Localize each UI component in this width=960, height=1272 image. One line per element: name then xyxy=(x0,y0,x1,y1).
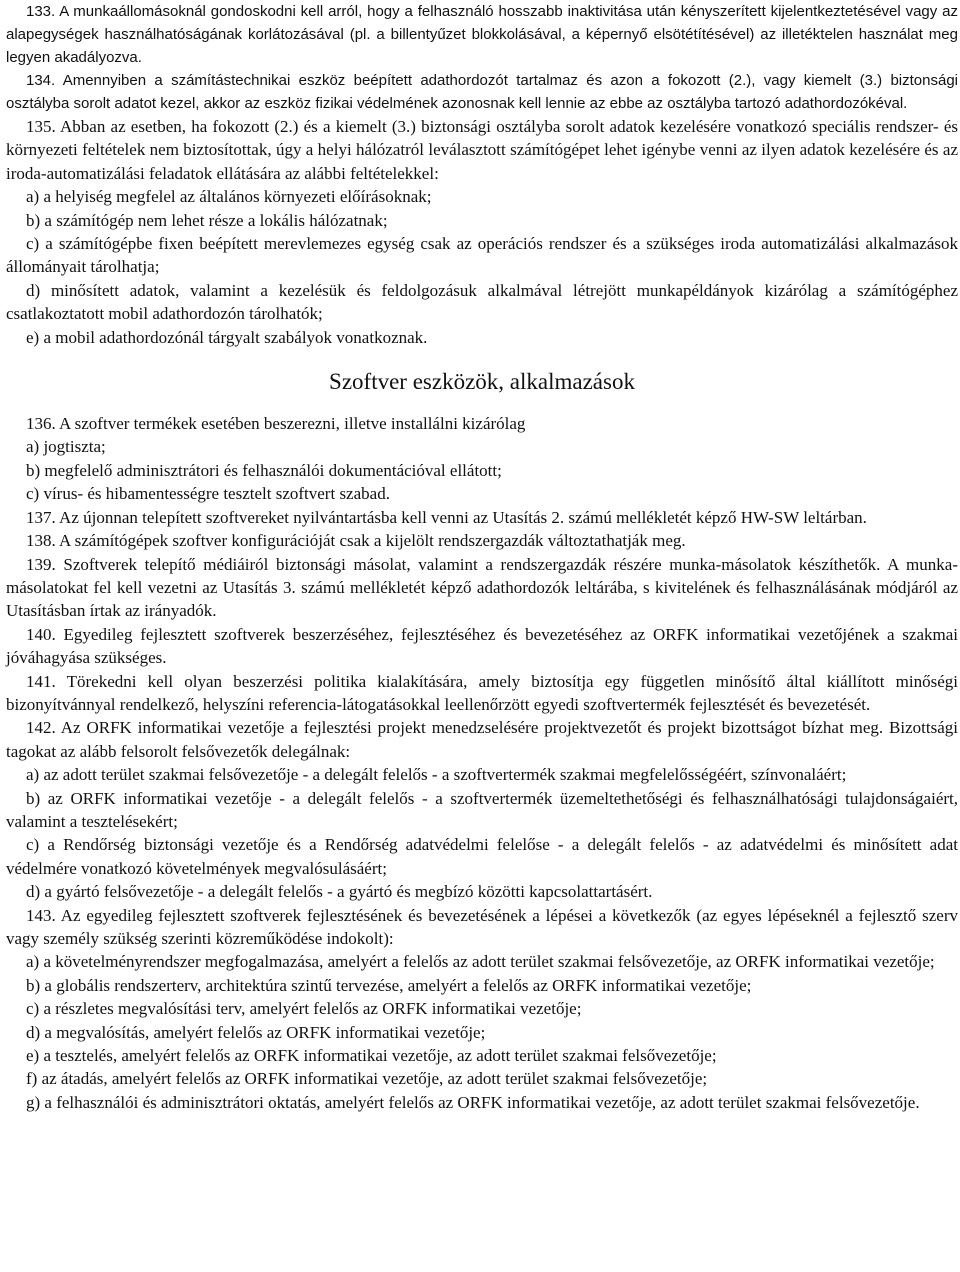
list-item-143-b: b) a globális rendszerterv, architektúra szintű tervezése, amelyért a felelős az ORFK informatikai vezetője; xyxy=(26,975,752,995)
paragraph-140: 140. Egyedileg fejlesztett szoftverek beszerzéséhez, fejlesztéséhez és bevezetéséhez az ORFK informatikai vezetőjének a szakmai jóváhagyása szükséges. xyxy=(6,624,958,668)
list-item-136-c: c) vírus- és hibamentességre tesztelt szoftvert szabad. xyxy=(26,484,390,504)
paragraph-138: 138. A számítógépek szoftver konfigurációját csak a kijelölt rendszergazdák változtathatják meg. xyxy=(26,531,686,551)
list-item-143-f: f) az átadás, amelyért felelős az ORFK informatikai vezetője, az adott terület szakmai felsővezetője; xyxy=(26,1069,708,1089)
list-item-135-e: e) a mobil adathordozónál tárgyalt szabályok vonatkoznak. xyxy=(26,327,428,347)
paragraph-143: 143. Az egyedileg fejlesztett szoftverek fejlesztésének és bevezetésének a lépései a következők (az egyes lépéseknél a fejlesztő szerv vagy személy szükség szerinti közreműködése indokolt): xyxy=(6,905,958,948)
paragraph-134: 134. Amennyiben a számítástechnikai eszköz beépített adathordozót tartalmaz és azon a fokozott (2.), vagy kiemelt (3.) biztonsági osztályba sorolt adatot kezel, akkor az eszköz fizikai védelmének azonosnak kell lennie az ebbe az osztályba tartozó adathordozókéval. xyxy=(6,72,958,112)
list-item-143-a: a) a követelményrendszer megfogalmazása, amelyért a felelős az adott terület szakmai felsővezetője, az ORFK informatikai vezetője; xyxy=(26,952,935,972)
list-item-135-c: c) a számítógépbe fixen beépített merevlemezes egység csak az operációs rendszer és a szükséges iroda automatizálási alkalmazások állományait tárolhatja; xyxy=(6,234,958,277)
paragraph-137: 137. Az újonnan telepített szoftvereket nyilvántartásba kell venni az Utasítás 2. számú mellékletét képző HW-SW leltárban. xyxy=(26,507,867,527)
section-heading: Szoftver eszközök, alkalmazások xyxy=(329,369,635,395)
list-item-143-g: g) a felhasználói és adminisztrátori oktatás, amelyért felelős az ORFK informatikai vezetője, az adott terület szakmai felsővezetője. xyxy=(26,1092,920,1112)
list-item-142-b: b) az ORFK informatikai vezetője - a delegált felelős - a szoftvertermék üzemeltethetőségi és felhasználhatósági tulajdonságaiért, valamint a tesztelésekért; xyxy=(6,788,958,831)
paragraph-136: 136. A szoftver termékek esetében beszerezni, illetve installálni kizárólag xyxy=(26,414,526,434)
paragraph-141: 141. Törekedni kell olyan beszerzési politika kialakítására, amely biztosítja egy független minősítő által kiállított minőségi bizonyítvánnyal rendelkező, helyszíni referencia-látogatásokkal leellenőrzött egyedi szoftvertermék fejlesztését és bevezetését. xyxy=(6,671,958,714)
list-item-142-c: c) a Rendőrség biztonsági vezetője és a Rendőrség adatvédelmi felelőse - a delegált felelős - az adatvédelmi és minősített adat védelmére vonatkozó követelmények megvalósulásáért; xyxy=(6,835,958,878)
paragraph-135: 135. Abban az esetben, ha fokozott (2.) és a kiemelt (3.) biztonsági osztályba sorolt adatok kezelésére vonatkozó speciális rendszer- és környezeti feltételek nem biztosítottak, úgy a helyi hálózatról leválasztott számítógépet lehet igénybe venni az ilyen adatok kezelésére és az iroda-automatizálási feladatok ellátására az alábbi feltételekkel: xyxy=(6,117,958,183)
section-workstation-rules xyxy=(6,0,958,349)
document-page xyxy=(6,0,958,1114)
list-item-143-d: d) a megvalósítás, amelyért felelős az ORFK informatikai vezetője; xyxy=(26,1022,486,1042)
list-item-142-d: d) a gyártó felsővezetője - a delegált felelős - a gyártó és megbízó közötti kapcsolattartásért. xyxy=(26,882,653,902)
list-item-135-b: b) a számítógép nem lehet része a lokális hálózatnak; xyxy=(26,210,388,230)
section-software-rules xyxy=(6,412,958,1114)
paragraph-133: 133. A munkaállomásoknál gondoskodni kell arról, hogy a felhasználó hosszabb inaktivitása után kényszerített kijelentkeztetésével vagy az alapegységek használhatóságának korlátozásával (pl. a billentyűzet blokkolásával, a képernyő elsötétítésével) az illetéktelen használat meg legyen akadályozva. xyxy=(6,3,958,66)
list-item-143-e: e) a tesztelés, amelyért felelős az ORFK informatikai vezetője, az adott terület szakmai felsővezetője; xyxy=(26,1046,717,1066)
paragraph-142: 142. Az ORFK informatikai vezetője a fejlesztési projekt menedzselésére projektvezetőt és projekt bizottságot bízhat meg. Bizottsági tagokat az alább felsorolt felsővezetők delegálnak: xyxy=(6,718,958,761)
list-item-136-a: a) jogtiszta; xyxy=(26,437,106,457)
paragraph-139: 139. Szoftverek telepítő médiáiról biztonsági másolat, valamint a rendszergazdák részére munka-másolatok készíthetők. A munka-másolatokat fel kell vezetni az Utasítás 3. számú mellékletét képző adathordozók leltárába, s kivitelének és felhasználásának módjáról az Utasításban írtak az irányadók. xyxy=(6,554,958,621)
list-item-135-d: d) minősített adatok, valamint a kezelésük és feldolgozásuk alkalmával létrejött munkapéldányok kizárólag a számítógéphez csatlakoztatott mobil adathordozón tárolhatók; xyxy=(6,280,958,324)
list-item-136-b: b) megfelelő adminisztrátori és felhasználói dokumentációval ellátott; xyxy=(26,460,502,480)
list-item-142-a: a) az adott terület szakmai felsővezetője - a delegált felelős - a szoftvertermék szakmai megfelelősségéért, színvonaláért; xyxy=(26,765,847,785)
list-item-143-c: c) a részletes megvalósítási terv, amelyért felelős az ORFK informatikai vezetője; xyxy=(26,999,582,1019)
list-item-135-a: a) a helyiség megfelel az általános környezeti előírásoknak; xyxy=(26,187,432,207)
